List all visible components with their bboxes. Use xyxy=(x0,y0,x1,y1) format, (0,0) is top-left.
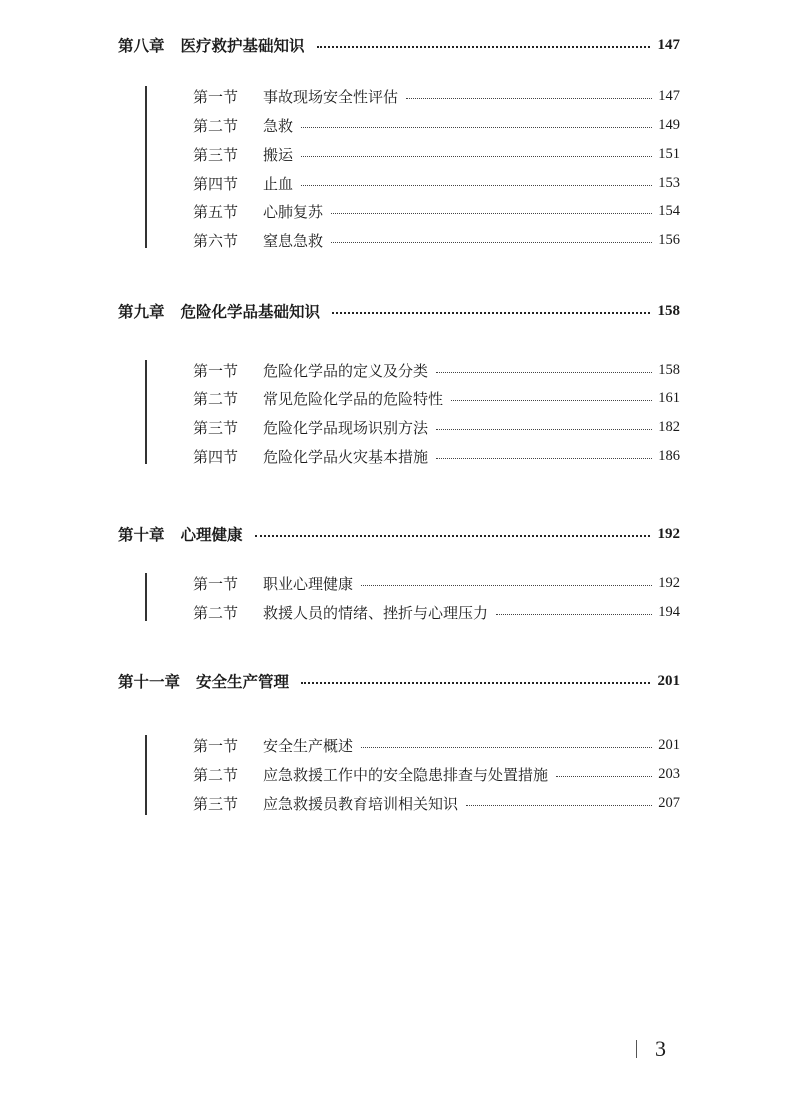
section-entry[interactable] xyxy=(193,600,680,624)
chapter-8-entry[interactable] xyxy=(118,33,680,57)
section-page-number: 201 xyxy=(658,736,680,753)
dot-leader xyxy=(331,242,652,243)
dot-leader xyxy=(496,614,652,615)
section-title: 急救 xyxy=(263,116,294,135)
dot-leader xyxy=(301,156,652,157)
section-number: 第三节 xyxy=(193,418,239,437)
section-entry[interactable] xyxy=(193,733,680,757)
section-number: 第一节 xyxy=(193,574,239,593)
section-title: 止血 xyxy=(263,174,294,193)
section-page-number: 186 xyxy=(658,447,680,464)
dot-leader xyxy=(436,429,652,430)
dot-leader xyxy=(436,372,652,373)
section-page-number: 147 xyxy=(658,87,680,104)
section-number: 第五节 xyxy=(193,202,239,221)
chapter-page-number: 201 xyxy=(657,672,680,689)
chapter-page-number: 147 xyxy=(657,36,680,53)
section-number: 第六节 xyxy=(193,231,239,250)
chapter-page-number: 158 xyxy=(657,302,680,319)
section-entry[interactable] xyxy=(193,199,680,223)
dot-leader xyxy=(332,312,649,314)
section-page-number: 154 xyxy=(658,202,680,219)
section-number: 第二节 xyxy=(193,603,239,622)
section-title: 危险化学品火灾基本措施 xyxy=(263,447,429,466)
section-page-number: 192 xyxy=(658,574,680,591)
section-title: 危险化学品的定义及分类 xyxy=(263,361,429,380)
section-entry[interactable] xyxy=(193,444,680,468)
section-entry[interactable] xyxy=(193,228,680,252)
section-group-bar xyxy=(145,735,147,815)
section-number: 第三节 xyxy=(193,794,239,813)
section-title: 事故现场安全性评估 xyxy=(263,87,399,106)
dot-leader xyxy=(361,585,652,586)
dot-leader xyxy=(255,535,650,537)
chapter-number: 第十章 xyxy=(118,525,165,544)
chapter-title: 心理健康 xyxy=(180,525,243,544)
section-number: 第一节 xyxy=(193,736,239,755)
chapter-11-entry[interactable] xyxy=(118,669,680,693)
section-number: 第二节 xyxy=(193,765,239,784)
section-entry[interactable] xyxy=(193,762,680,786)
dot-leader xyxy=(317,46,650,48)
section-title: 救援人员的情绪、挫折与心理压力 xyxy=(263,603,489,622)
section-group-bar xyxy=(145,360,147,464)
dot-leader xyxy=(361,747,652,748)
dot-leader xyxy=(466,805,652,806)
section-number: 第二节 xyxy=(193,116,239,135)
section-entry[interactable] xyxy=(193,84,680,108)
folio-divider xyxy=(636,1040,637,1058)
section-page-number: 207 xyxy=(658,794,680,811)
section-page-number: 161 xyxy=(658,389,680,406)
chapter-title: 危险化学品基础知识 xyxy=(180,302,321,321)
section-entry[interactable] xyxy=(193,171,680,195)
section-number: 第一节 xyxy=(193,87,239,106)
section-entry[interactable] xyxy=(193,358,680,382)
section-number: 第三节 xyxy=(193,145,239,164)
section-page-number: 158 xyxy=(658,361,680,378)
chapter-number: 第八章 xyxy=(118,36,165,55)
section-title: 心肺复苏 xyxy=(263,202,324,221)
section-title: 安全生产概述 xyxy=(263,736,354,755)
section-number: 第一节 xyxy=(193,361,239,380)
section-title: 应急救援工作中的安全隐患排查与处置措施 xyxy=(263,765,549,784)
dot-leader xyxy=(301,682,649,684)
dot-leader xyxy=(556,776,652,777)
section-number: 第四节 xyxy=(193,174,239,193)
section-page-number: 149 xyxy=(658,116,680,133)
section-entry[interactable] xyxy=(193,113,680,137)
chapter-title: 医疗救护基础知识 xyxy=(180,36,305,55)
section-title: 职业心理健康 xyxy=(263,574,354,593)
section-title: 常见危险化学品的危险特性 xyxy=(263,389,444,408)
section-number: 第四节 xyxy=(193,447,239,466)
section-page-number: 182 xyxy=(658,418,680,435)
section-entry[interactable] xyxy=(193,415,680,439)
page-number: 3 xyxy=(655,1036,666,1061)
dot-leader xyxy=(301,127,652,128)
section-page-number: 203 xyxy=(658,765,680,782)
section-group-bar xyxy=(145,573,147,621)
section-page-number: 156 xyxy=(658,231,680,248)
section-title: 窒息急救 xyxy=(263,231,324,250)
section-page-number: 194 xyxy=(658,603,680,620)
chapter-page-number: 192 xyxy=(657,525,680,542)
dot-leader xyxy=(331,213,652,214)
chapter-number: 第十一章 xyxy=(118,672,181,691)
section-page-number: 153 xyxy=(658,174,680,191)
dot-leader xyxy=(406,98,652,99)
dot-leader xyxy=(301,185,652,186)
section-title: 应急救援员教育培训相关知识 xyxy=(263,794,459,813)
chapter-9-entry[interactable] xyxy=(118,299,680,323)
chapter-10-entry[interactable] xyxy=(118,522,680,546)
chapter-title: 安全生产管理 xyxy=(196,672,290,691)
section-number: 第二节 xyxy=(193,389,239,408)
section-title: 搬运 xyxy=(263,145,294,164)
section-group-bar xyxy=(145,86,147,248)
section-title: 危险化学品现场识别方法 xyxy=(263,418,429,437)
chapter-number: 第九章 xyxy=(118,302,165,321)
section-entry[interactable] xyxy=(193,386,680,410)
dot-leader xyxy=(451,400,652,401)
section-entry[interactable] xyxy=(193,142,680,166)
dot-leader xyxy=(436,458,652,459)
section-entry[interactable] xyxy=(193,571,680,595)
section-entry[interactable] xyxy=(193,791,680,815)
section-page-number: 151 xyxy=(658,145,680,162)
